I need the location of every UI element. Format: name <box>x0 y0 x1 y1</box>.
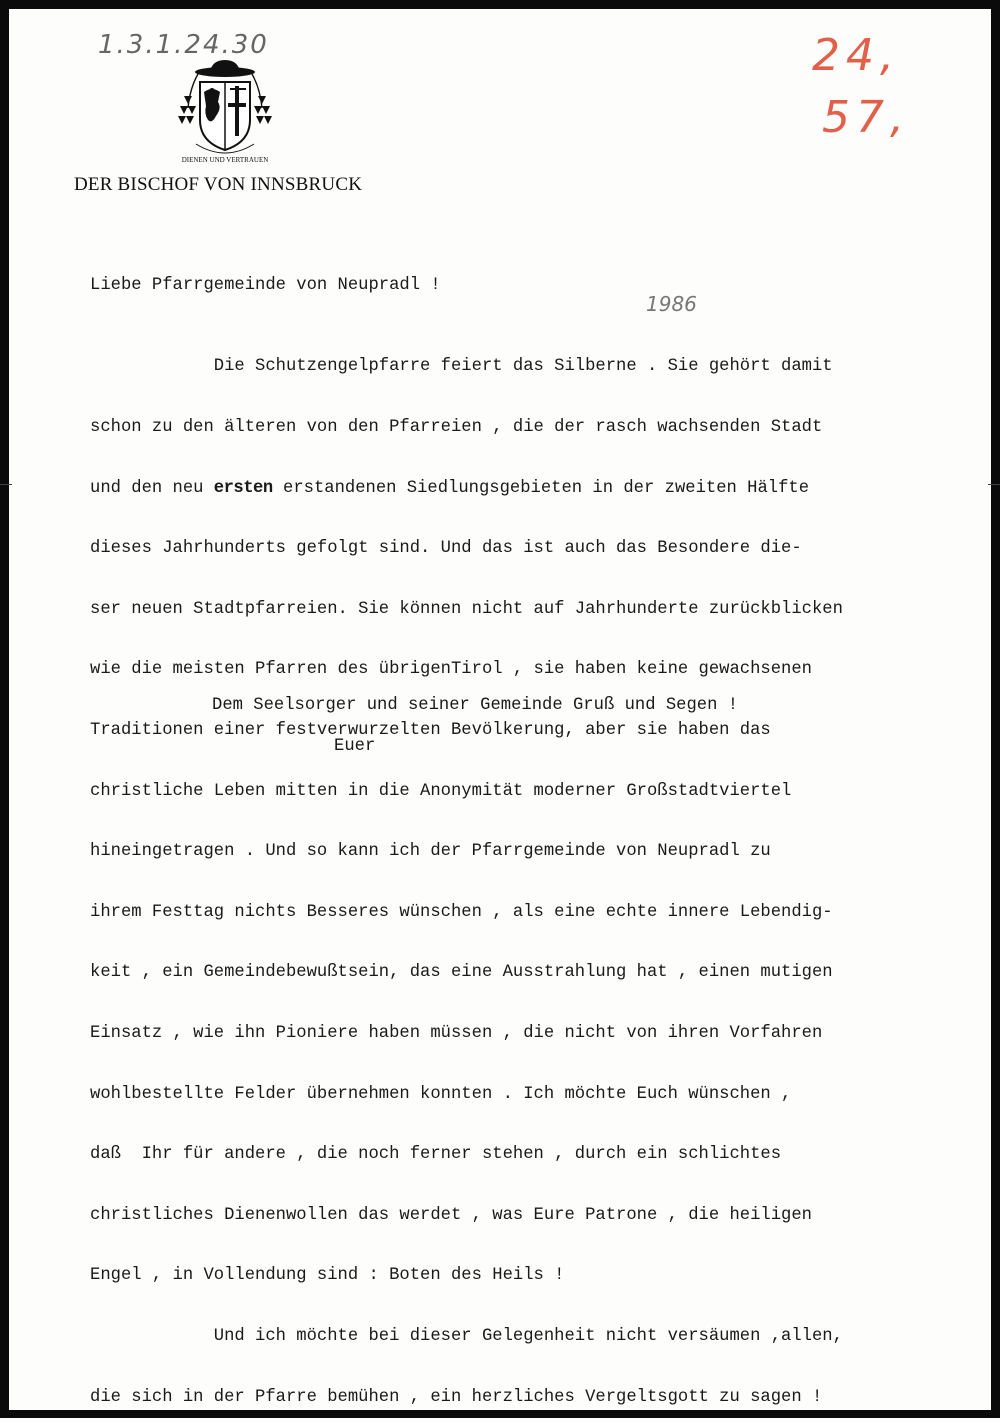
body-line: wie die meisten Pfarren des übrigenTirol , sie haben keine gewachsenen <box>90 660 812 680</box>
struck-word: ersten <box>213 478 273 498</box>
body-line-start: und den neu <box>90 478 204 498</box>
body-line: keit , ein Gemeindebewußtsein, das eine Ausstrahlung hat , einen mutigen <box>90 963 833 983</box>
body-line-rest: erstandenen Siedlungsgebieten in der zweiten Hälfte <box>272 478 810 498</box>
red-pencil-number-1: 24, <box>812 30 900 81</box>
body-line: Die Schutzengelpfarre feiert das Silberne . Sie gehört damit <box>90 357 833 377</box>
body-line: daß Ihr für andere , die noch ferner stehen , durch ein schlichtes <box>90 1145 782 1165</box>
body-line: die sich in der Pfarre bemühen , ein herzliches Vergeltsgott zu sagen ! <box>90 1387 823 1407</box>
body-line: Traditionen einer festverwurzelten Bevölkerung, aber sie haben das <box>90 720 771 740</box>
letterhead-title: DER BISCHOF VON INNSBRUCK <box>74 174 363 195</box>
archive-number: 1.3.1.24.30 <box>98 30 269 60</box>
bishop-coat-of-arms-icon <box>178 58 272 168</box>
body-line: christliche Leben mitten in die Anonymität moderner Großstadtviertel <box>90 781 792 801</box>
body-line: Einsatz , wie ihn Pioniere haben müssen , die nicht von ihren Vorfahren <box>90 1023 823 1043</box>
closing-word: Euer <box>334 737 376 756</box>
letter-body <box>90 317 843 1428</box>
fold-mark-right <box>988 484 1000 485</box>
body-line: wohlbestellte Felder übernehmen konnten . Ich möchte Euch wünschen , <box>90 1084 792 1104</box>
body-line: Engel , in Vollendung sind : Boten des Heils ! <box>90 1266 565 1286</box>
body-line: christliches Dienenwollen das werdet , was Eure Patrone , die heiligen <box>90 1205 812 1225</box>
handwritten-year: 1986 <box>646 292 697 316</box>
body-line-struck <box>90 479 843 499</box>
red-pencil-number-2: 57, <box>822 92 910 143</box>
body-line: hineingetragen . Und so kann ich der Pfarrgemeinde von Neupradl zu <box>90 842 771 862</box>
body-line: Und ich möchte bei dieser Gelegenheit nicht versäumen ,allen, <box>90 1326 843 1346</box>
salutation: Liebe Pfarrgemeinde von Neupradl ! <box>90 276 441 295</box>
body-line: ser neuen Stadtpfarreien. Sie können nicht auf Jahrhunderte zurückblicken <box>90 599 843 619</box>
crest-motto: DIENEN UND VERTRAUEN <box>181 156 269 164</box>
body-line: schon zu den älteren von den Pfarreien , die der rasch wachsenden Stadt <box>90 418 823 437</box>
body-line: ihrem Festtag nichts Besseres wünschen , als eine echte innere Lebendig- <box>90 902 833 922</box>
greeting-line: Dem Seelsorger und seiner Gemeinde Gruß und Segen ! <box>212 696 739 715</box>
fold-mark-left <box>0 484 12 485</box>
body-line: dieses Jahrhunderts gefolgt sind. Und das ist auch das Besondere die- <box>90 539 802 559</box>
